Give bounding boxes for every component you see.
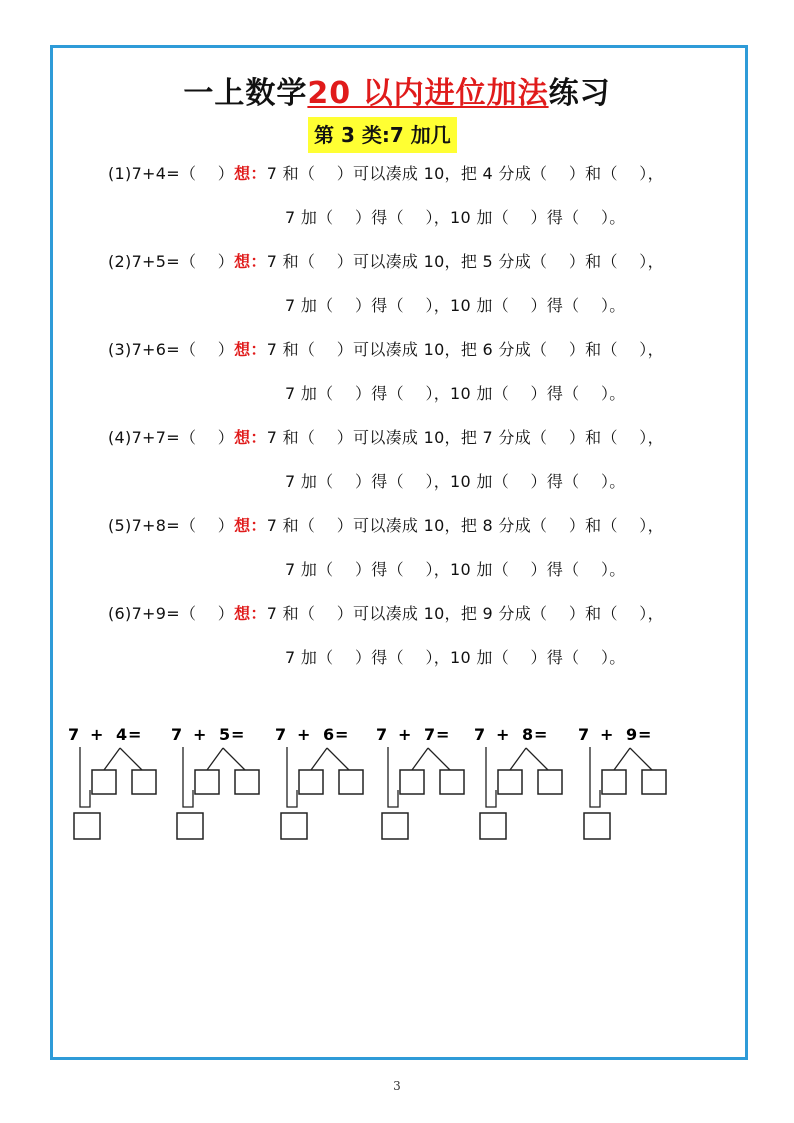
exercise-row [108, 601, 664, 624]
title-suffix: 练习 [548, 76, 611, 111]
split-diagram [578, 725, 666, 839]
split-line-right [327, 748, 349, 770]
diagram-equals: = [128, 725, 142, 744]
answer-box-right[interactable] [440, 770, 464, 794]
split-line-right [120, 748, 142, 770]
think-label: 想： [234, 164, 267, 183]
answer-box-left[interactable] [92, 770, 116, 794]
diagram-addend-b: 7 [424, 725, 436, 744]
diagram-plus: + [193, 725, 207, 744]
exercise-think-line: 7 和（ ）可以凑成 10，把 5 分成（ ）和（ ）， [266, 252, 664, 271]
answer-box-left[interactable] [400, 770, 424, 794]
diagram-plus: + [398, 725, 412, 744]
diagram-equals: = [638, 725, 652, 744]
answer-box-left[interactable] [498, 770, 522, 794]
exercise-sum-line: 7 加（ ）得（ ），10 加（ ）得（ ）。 [285, 648, 626, 667]
think-label: 想： [234, 604, 267, 623]
exercise-equation: 7+6=（ ） [131, 340, 235, 359]
split-line-left [104, 748, 120, 770]
exercise-number: (5) [108, 516, 132, 535]
exercise-row [108, 249, 664, 272]
answer-box-right[interactable] [132, 770, 156, 794]
exercise-row-continuation [285, 205, 626, 228]
diagram-addend-b: 4 [116, 725, 128, 744]
exercise-sum-line: 7 加（ ）得（ ），10 加（ ）得（ ）。 [285, 560, 626, 579]
answer-box-ten[interactable] [177, 813, 203, 839]
answer-box-right[interactable] [642, 770, 666, 794]
diagram-addend-a: 7 [68, 725, 80, 744]
exercise-sum-line: 7 加（ ）得（ ），10 加（ ）得（ ）。 [285, 296, 626, 315]
split-diagram [275, 725, 363, 839]
exercise-number: (1) [108, 164, 132, 183]
category-subtitle: 第 3 类:7 加几 [308, 117, 457, 153]
exercise-row-continuation [285, 557, 626, 580]
exercise-think-line: 7 和（ ）可以凑成 10，把 4 分成（ ）和（ ）， [266, 164, 664, 183]
exercise-row [108, 425, 664, 448]
diagram-addend-b: 6 [323, 725, 335, 744]
split-diagram [68, 725, 156, 839]
exercise-equation: 7+5=（ ） [131, 252, 235, 271]
exercise-row [108, 161, 664, 184]
split-line-right [428, 748, 450, 770]
diagram-equals: = [436, 725, 450, 744]
answer-box-ten[interactable] [584, 813, 610, 839]
exercise-row-continuation [285, 645, 626, 668]
think-label: 想： [234, 428, 267, 447]
combine-bracket [486, 747, 496, 807]
title-highlight: 20 以内进位加法 [307, 76, 549, 111]
diagram-addend-a: 7 [275, 725, 287, 744]
think-label: 想： [234, 252, 267, 271]
diagram-plus: + [90, 725, 104, 744]
answer-box-left[interactable] [602, 770, 626, 794]
split-diagram [474, 725, 562, 839]
diagram-addend-a: 7 [578, 725, 590, 744]
split-diagram [171, 725, 259, 839]
split-line-right [223, 748, 245, 770]
diagram-equals: = [335, 725, 349, 744]
exercise-row [108, 337, 664, 360]
think-label: 想： [234, 516, 267, 535]
split-diagram-area [0, 715, 794, 865]
answer-box-right[interactable] [339, 770, 363, 794]
diagram-equals: = [231, 725, 245, 744]
diagram-addend-b: 8 [522, 725, 534, 744]
exercise-equation: 7+9=（ ） [131, 604, 235, 623]
exercise-number: (6) [108, 604, 132, 623]
exercise-row [108, 513, 664, 536]
title-prefix: 一上数学 [183, 76, 308, 111]
combine-bracket [183, 747, 193, 807]
exercise-equation: 7+8=（ ） [131, 516, 235, 535]
exercise-equation: 7+7=（ ） [131, 428, 235, 447]
page-number: 3 [393, 1079, 401, 1093]
exercise-number: (3) [108, 340, 132, 359]
think-label: 想： [234, 340, 267, 359]
exercise-equation: 7+4=（ ） [131, 164, 235, 183]
exercise-number: (2) [108, 252, 132, 271]
diagram-plus: + [297, 725, 311, 744]
answer-box-right[interactable] [538, 770, 562, 794]
diagram-plus: + [600, 725, 614, 744]
diagram-addend-b: 9 [626, 725, 638, 744]
split-diagram [376, 725, 464, 839]
combine-bracket [80, 747, 90, 807]
answer-box-left[interactable] [195, 770, 219, 794]
split-line-right [630, 748, 652, 770]
answer-box-ten[interactable] [281, 813, 307, 839]
split-line-right [526, 748, 548, 770]
combine-bracket [287, 747, 297, 807]
exercise-sum-line: 7 加（ ）得（ ），10 加（ ）得（ ）。 [285, 472, 626, 491]
exercise-think-line: 7 和（ ）可以凑成 10，把 6 分成（ ）和（ ）， [266, 340, 664, 359]
combine-bracket [388, 747, 398, 807]
answer-box-left[interactable] [299, 770, 323, 794]
diagram-plus: + [496, 725, 510, 744]
page-title [0, 68, 794, 112]
exercise-number: (4) [108, 428, 132, 447]
answer-box-ten[interactable] [382, 813, 408, 839]
page-border [50, 45, 748, 1060]
diagram-addend-b: 5 [219, 725, 231, 744]
exercise-row-continuation [285, 381, 626, 404]
split-line-left [510, 748, 526, 770]
exercise-row-continuation [285, 293, 626, 316]
exercise-row-continuation [285, 469, 626, 492]
split-line-left [207, 748, 223, 770]
split-line-left [412, 748, 428, 770]
exercise-think-line: 7 和（ ）可以凑成 10，把 9 分成（ ）和（ ）， [266, 604, 664, 623]
diagram-addend-a: 7 [376, 725, 388, 744]
exercise-think-line: 7 和（ ）可以凑成 10，把 8 分成（ ）和（ ）， [266, 516, 664, 535]
diagram-addend-a: 7 [474, 725, 486, 744]
answer-box-right[interactable] [235, 770, 259, 794]
split-line-left [614, 748, 630, 770]
answer-box-ten[interactable] [480, 813, 506, 839]
split-line-left [311, 748, 327, 770]
combine-bracket [590, 747, 600, 807]
exercise-sum-line: 7 加（ ）得（ ），10 加（ ）得（ ）。 [285, 384, 626, 403]
exercise-think-line: 7 和（ ）可以凑成 10，把 7 分成（ ）和（ ）， [266, 428, 664, 447]
exercise-sum-line: 7 加（ ）得（ ），10 加（ ）得（ ）。 [285, 208, 626, 227]
diagram-addend-a: 7 [171, 725, 183, 744]
answer-box-ten[interactable] [74, 813, 100, 839]
diagram-equals: = [534, 725, 548, 744]
